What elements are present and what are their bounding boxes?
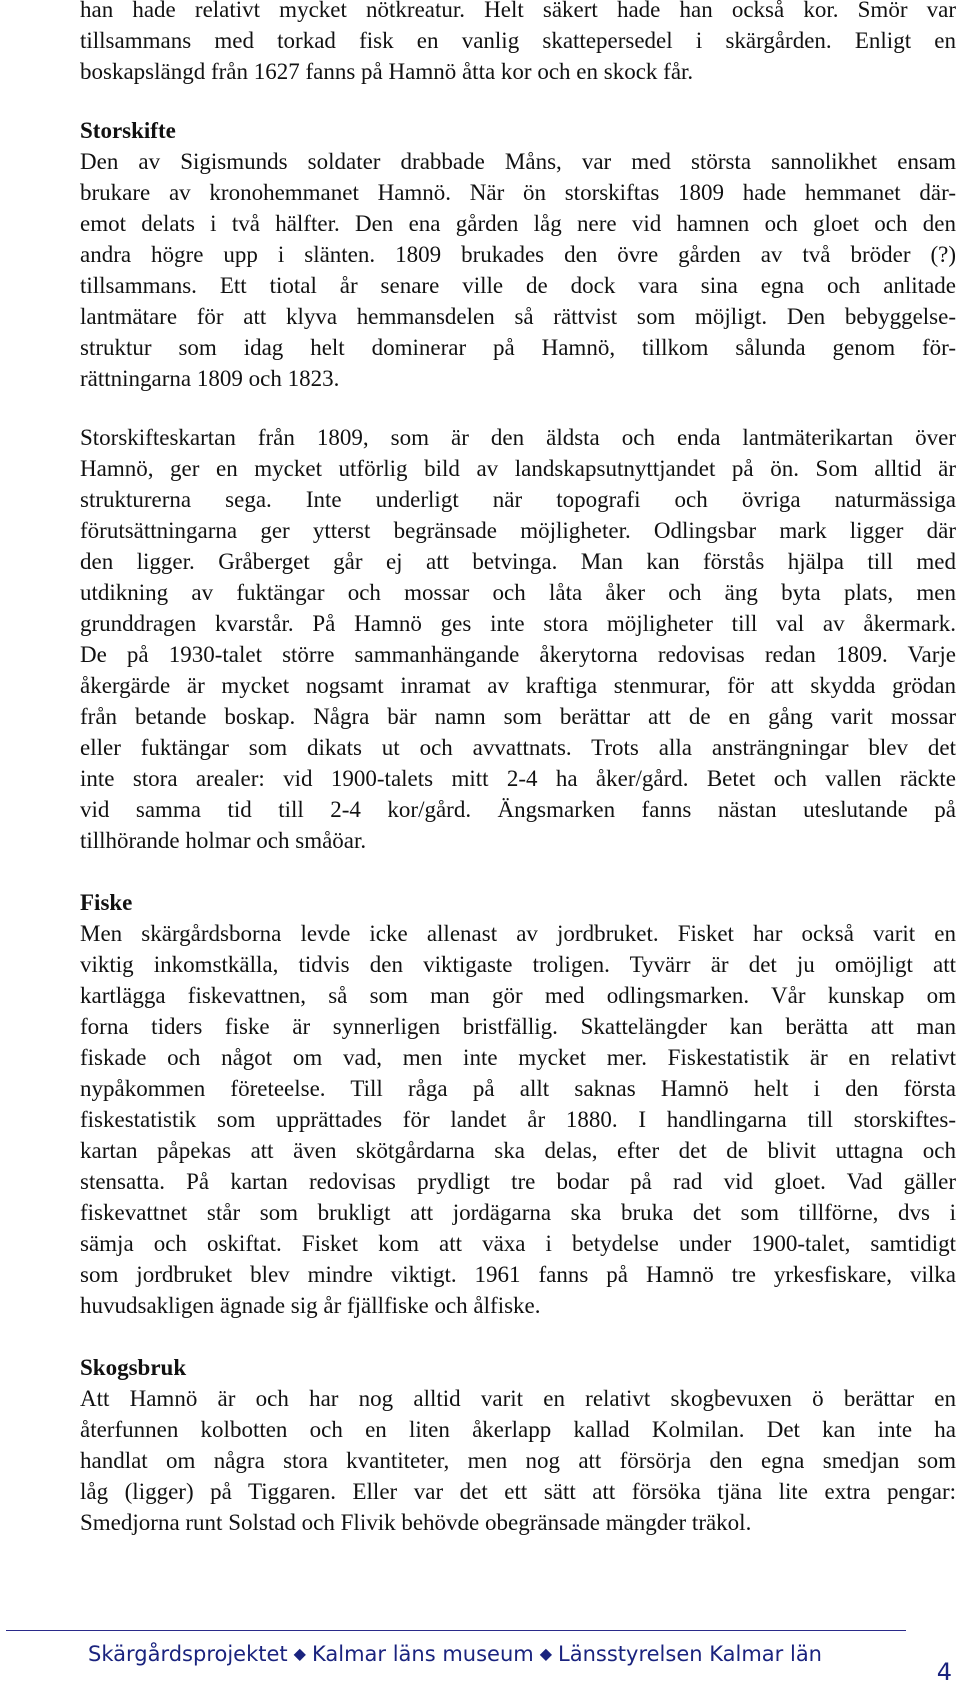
section-heading-skogsbruk: Skogsbruk bbox=[80, 1355, 187, 1380]
text-line: forna tiders fiske är synnerligen bristfällig. Skattelängder kan berätta att man bbox=[80, 1014, 956, 1039]
text-line: handlat om några stora kvantiteter, men nog att försörja den egna smedjan som bbox=[80, 1448, 956, 1473]
text-line: låg (ligger) på Tiggaren. Eller var det ett sätt att försöka tjäna lite extra pengar: bbox=[80, 1479, 956, 1504]
text-line: struktur som idag helt dominerar på Hamnö, tillkom sålunda genom för- bbox=[80, 335, 956, 360]
text-line: nypåkommen företeelse. Till råga på allt saknas Hamnö helt i den första bbox=[80, 1076, 956, 1101]
text-line: fiskade och något om vad, men inte mycket mer. Fiskestatistik är en relativt bbox=[80, 1045, 956, 1070]
text-line: Den av Sigismunds soldater drabbade Måns, var med största sannolikhet ensam bbox=[80, 149, 956, 174]
page-footer bbox=[88, 1642, 822, 1666]
section-heading-fiske: Fiske bbox=[80, 890, 133, 915]
text-line: eller fuktängar som dikats ut och avvattnats. Trots alla ansträngningar blev det bbox=[80, 735, 956, 760]
text-line: boskapslängd från 1627 fanns på Hamnö åtta kor och en skock får. bbox=[80, 59, 694, 84]
text-line: han hade relativt mycket nötkreatur. Helt säkert hade han också kor. Smör var bbox=[80, 0, 956, 22]
text-line: lantmätare för att klyva hemmansdelen så rättvist som möjligt. Den bebyggelse- bbox=[80, 304, 956, 329]
text-line: Smedjorna runt Solstad och Flivik behövde obegränsade mängder träkol. bbox=[80, 1510, 752, 1535]
text-line: emot delats i två hälfter. Den ena gården låg nere vid hamnen och gloet och den bbox=[80, 211, 956, 236]
text-line: utdikning av fuktängar och mossar och låta åker och äng byta plats, men bbox=[80, 580, 956, 605]
text-line: som jordbruket blev mindre viktigt. 1961 fanns på Hamnö tre yrkesfiskare, vilka bbox=[80, 1262, 956, 1287]
storskifte-paragraph-1 bbox=[80, 146, 956, 394]
text-line: De på 1930-talet större sammanhängande åkerytorna redovisas redan 1809. Varje bbox=[80, 642, 956, 667]
text-line: från betande boskap. Några bär namn som berättar att de en gång varit mossar bbox=[80, 704, 956, 729]
text-line: sämja och oskiftat. Fisket kom att växa i betydelse under 1900-talet, samtidigt bbox=[80, 1231, 956, 1256]
text-line: förutsättningarna ger ytterst begränsade möjligheter. Odlingsbar mark ligger där bbox=[80, 518, 956, 543]
text-line: tillhörande holmar och småöar. bbox=[80, 828, 367, 853]
text-line: kartan påpekas att även skötgårdarna ska delas, efter det de blivit uttagna och bbox=[80, 1138, 956, 1163]
text-line: fiskestatistik som upprättades för landet år 1880. I handlingarna till storskiftes- bbox=[80, 1107, 956, 1132]
footer-divider bbox=[6, 1630, 906, 1631]
text-line: kartlägga fiskevattnen, så som man gör med odlingsmarken. Vår kunskap om bbox=[80, 983, 956, 1008]
footer-project-name: Skärgårdsprojektet bbox=[88, 1642, 288, 1666]
diamond-icon: ◆ bbox=[293, 1644, 306, 1663]
text-line: den ligger. Gråberget går ej att betvinga. Man kan förstås hjälpa till med bbox=[80, 549, 956, 574]
text-line: Storskifteskartan från 1809, som är den äldsta och enda lantmäterikartan över bbox=[80, 425, 956, 450]
text-line: Att Hamnö är och har nog alltid varit en relativt skogbevuxen ö berättar en bbox=[80, 1386, 956, 1411]
text-line: brukare av kronohemmanet Hamnö. När ön storskiftas 1809 hade hemmanet där- bbox=[80, 180, 956, 205]
footer-museum-name: Kalmar läns museum bbox=[311, 1642, 534, 1666]
diamond-icon: ◆ bbox=[539, 1644, 553, 1663]
text-line: viktig inkomstkälla, tidvis den viktigaste troligen. Tyvärr är det ju omöjligt att bbox=[80, 952, 956, 977]
text-line: huvudsakligen ägnade sig år fjällfiske och ålfiske. bbox=[80, 1293, 541, 1318]
text-line: tillsammans med torkad fisk en vanlig skattepersedel i skärgården. Enligt en bbox=[80, 28, 956, 53]
text-line: stensatta. På kartan redovisas prydligt tre bodar på rad vid gloet. Vad gäller bbox=[80, 1169, 956, 1194]
text-line: återfunnen kolbotten och en liten åkerlapp kallad Kolmilan. Det kan inte ha bbox=[80, 1417, 956, 1442]
text-line: grunddragen kvarstår. På Hamnö ges inte stora möjligheter till val av åkermark. bbox=[80, 611, 956, 636]
text-line: tillsammans. Ett tiotal år senare ville de dock vara sina egna och anlitade bbox=[80, 273, 956, 298]
text-line: fiskevattnet står som brukligt att jordägarna ska bruka det som tillförne, dvs i bbox=[80, 1200, 956, 1225]
footer-authority-name: Länsstyrelsen Kalmar län bbox=[558, 1642, 822, 1666]
section-heading-storskifte: Storskifte bbox=[80, 118, 176, 143]
text-line: inte stora arealer: vid 1900-talets mitt 2-4 ha åker/gård. Betet och vallen räckte bbox=[80, 766, 956, 791]
page-number: 4 bbox=[936, 1658, 952, 1686]
intro-paragraph bbox=[80, 0, 956, 87]
storskifte-paragraph-2 bbox=[80, 422, 956, 856]
text-line: andra högre upp i slänten. 1809 brukades den övre gården av två bröder (?) bbox=[80, 242, 956, 267]
body-text bbox=[80, 0, 956, 1538]
skogsbruk-paragraph bbox=[80, 1383, 956, 1538]
text-line: Hamnö, ger en mycket utförlig bild av landskapsutnyttjandet på ön. Som alltid är bbox=[80, 456, 956, 481]
text-line: rättningarna 1809 och 1823. bbox=[80, 366, 340, 391]
text-line: Men skärgårdsborna levde icke allenast av jordbruket. Fisket har också varit en bbox=[80, 921, 956, 946]
text-line: strukturerna sega. Inte underligt när topografi och övriga naturmässiga bbox=[80, 487, 956, 512]
text-line: vid samma tid till 2-4 kor/gård. Ängsmarken fanns nästan uteslutande på bbox=[80, 797, 956, 822]
fiske-paragraph bbox=[80, 918, 956, 1321]
text-line: åkergärde är mycket nogsamt inramat av kraftiga stenmurar, för att skydda grödan bbox=[80, 673, 956, 698]
